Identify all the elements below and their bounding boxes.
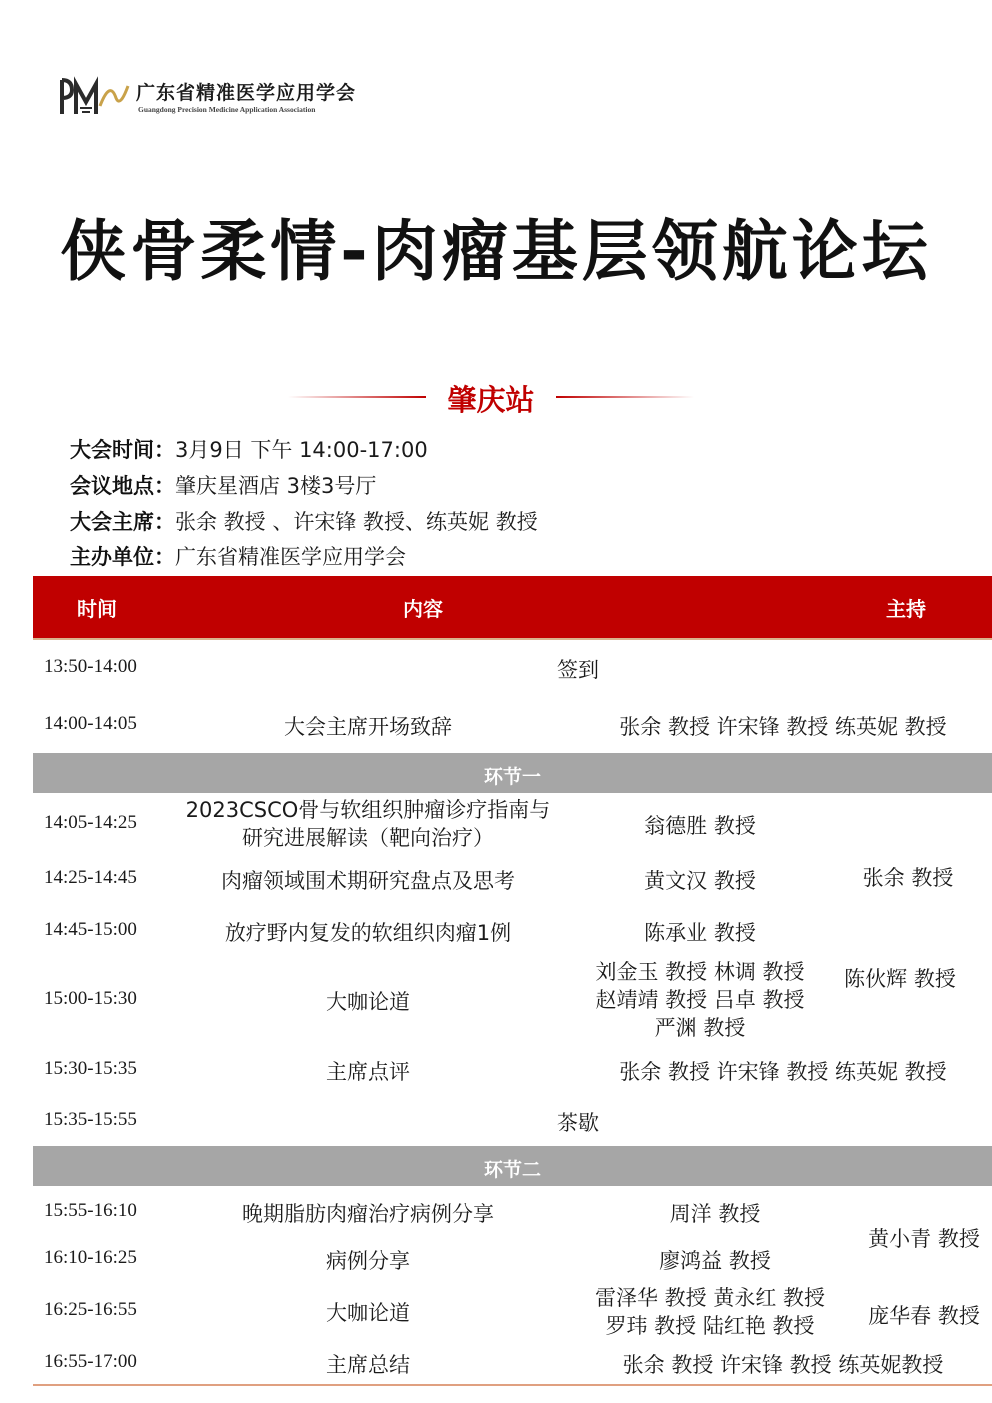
row-time: 14:05-14:25	[44, 812, 137, 833]
row-time: 15:30-15:35	[44, 1058, 137, 1079]
row-speaker: 张余 教授 许宋锋 教授 练英妮 教授	[619, 1060, 947, 1084]
row-content: 病例分享	[326, 1249, 410, 1273]
row-time: 14:00-14:05	[44, 713, 137, 734]
info-meeting-time	[70, 434, 428, 464]
row-content: 大咖论道	[326, 990, 410, 1014]
row-speaker: 周洋 教授	[669, 1202, 761, 1226]
row-content: 大会主席开场致辞	[284, 715, 452, 739]
row-time: 13:50-14:00	[44, 656, 137, 677]
row-content: 主席总结	[326, 1353, 410, 1377]
info-label: 主办单位：	[70, 545, 175, 569]
row-content: 主席点评	[326, 1060, 410, 1084]
org-name-en: Guangdong Precision Medicine Application Association	[138, 105, 316, 114]
section-host: 黄小青 教授	[868, 1227, 980, 1251]
schedule-table-header	[33, 576, 992, 638]
section-bar	[33, 1146, 992, 1186]
section-title: 环节二	[483, 1159, 541, 1181]
station-name: 肇庆站	[447, 383, 535, 417]
info-value: 广东省精准医学应用学会	[175, 545, 406, 569]
row-speaker	[580, 958, 820, 1042]
station-divider-right	[556, 396, 694, 398]
header-divider	[33, 638, 992, 640]
section-title: 环节一	[483, 766, 541, 788]
row-time: 14:25-14:45	[44, 867, 137, 888]
info-value: 张余 教授 、许宋锋 教授、练英妮 教授	[175, 510, 538, 534]
row-speaker: 陈承业 教授	[644, 921, 756, 945]
row-time: 15:55-16:10	[44, 1200, 137, 1221]
page-title: 侠骨柔情-肉瘤基层领航论坛	[60, 213, 932, 290]
row-time: 16:25-16:55	[44, 1299, 137, 1320]
org-logo	[58, 72, 388, 122]
row-content-line: 研究进展解读（靶向治疗）	[242, 826, 494, 850]
info-label: 大会主席：	[70, 510, 175, 534]
row-time: 14:45-15:00	[44, 919, 137, 940]
info-organizer	[70, 541, 406, 571]
row-speaker-line: 刘金玉 教授 林调 教授	[595, 960, 805, 984]
row-speaker	[580, 1284, 840, 1340]
section-bar	[33, 753, 992, 793]
row-content: 晚期脂肪肉瘤治疗病例分享	[242, 1202, 494, 1226]
row-speaker: 黄文汉 教授	[644, 869, 756, 893]
row-content: 大咖论道	[326, 1301, 410, 1325]
header-host: 主持	[886, 597, 926, 621]
row-content	[150, 796, 586, 852]
info-value: 3月9日 下午 14:00-17:00	[175, 438, 428, 462]
row-content: 肉瘤领域围术期研究盘点及思考	[221, 869, 515, 893]
section-host: 张余 教授	[862, 866, 954, 890]
header-content: 内容	[403, 597, 443, 621]
row-speaker: 翁德胜 教授	[644, 814, 756, 838]
row-speaker-line: 严渊 教授	[654, 1016, 746, 1040]
row-time: 16:10-16:25	[44, 1247, 137, 1268]
info-value: 肇庆星酒店 3楼3号厅	[175, 474, 377, 498]
row-speaker: 廖鸿益 教授	[659, 1249, 771, 1273]
row-time: 15:00-15:30	[44, 988, 137, 1009]
section-host: 陈伙辉 教授	[844, 967, 956, 991]
row-content-line: 2023CSCO骨与软组织肿瘤诊疗指南与	[185, 798, 551, 822]
row-content: 放疗野内复发的软组织肉瘤1例	[224, 921, 512, 945]
row-content: 签到	[557, 658, 599, 682]
station-divider-left	[288, 396, 426, 398]
row-speaker-line: 罗玮 教授 陆红艳 教授	[605, 1314, 815, 1338]
table-bottom-rule	[33, 1384, 992, 1386]
row-time: 16:55-17:00	[44, 1351, 137, 1372]
header-time: 时间	[77, 597, 117, 621]
row-content: 茶歇	[557, 1111, 599, 1135]
section-host: 庞华春 教授	[868, 1304, 980, 1328]
row-speaker-line: 赵靖靖 教授 吕卓 教授	[595, 988, 805, 1012]
row-speaker: 张余 教授 许宋锋 教授 练英妮 教授	[619, 715, 947, 739]
org-name-zh: 广东省精准医学应用学会	[136, 82, 357, 104]
info-label: 会议地点：	[70, 474, 175, 498]
info-chairs	[70, 506, 538, 536]
info-venue	[70, 470, 376, 500]
row-speaker: 张余 教授 许宋锋 教授 练英妮教授	[622, 1353, 944, 1377]
org-emblem-icon	[58, 76, 130, 118]
row-time: 15:35-15:55	[44, 1109, 137, 1130]
info-label: 大会时间：	[70, 438, 175, 462]
row-speaker-line: 雷泽华 教授 黄永红 教授	[594, 1286, 826, 1310]
